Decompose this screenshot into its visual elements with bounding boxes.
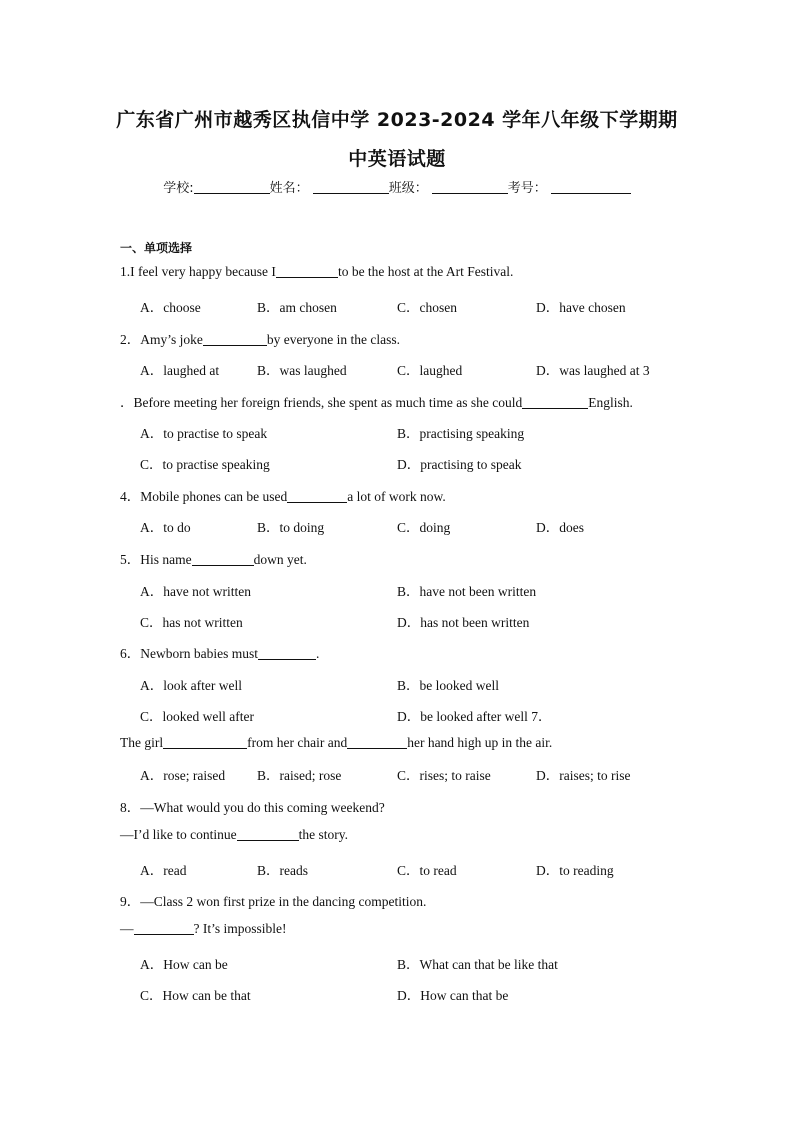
question-2-text: 2．Amy’s joke: [120, 332, 203, 347]
question-9-line1: 9．—Class 2 won first prize in the dancing competition.: [120, 894, 427, 909]
q8-option-d: D．to reading: [536, 863, 614, 878]
q8-option-b: B．reads: [257, 863, 308, 878]
q7-option-a: A．rose; raised: [140, 768, 226, 783]
q5-option-b: B．have not been written: [397, 584, 537, 599]
question-8-line2: [120, 827, 348, 843]
q5-option-d: D．has not been written: [397, 615, 530, 630]
q9-option-d: D．How can that be: [397, 988, 509, 1003]
q7-option-b: B．raised; rose: [257, 768, 342, 783]
q8-option-c: C．to read: [397, 863, 457, 878]
question-7-text-mid: from her chair and: [247, 735, 348, 750]
q7-option-d: D．raises; to rise: [536, 768, 631, 783]
q6-option-a: A．look after well: [140, 678, 242, 693]
question-7: [120, 735, 552, 751]
q9-option-b: B．What can that be like that: [397, 957, 558, 972]
q3-option-b: B．practising speaking: [397, 426, 525, 441]
question-3: [120, 391, 633, 411]
question-5-blank: [192, 553, 254, 566]
question-6-blank: [258, 647, 316, 660]
q7-option-c: C．rises; to raise: [397, 768, 491, 783]
question-3-text: ．Before meeting her foreign friends, she spent as much time as she could: [120, 395, 523, 410]
question-9-blank: [134, 922, 194, 935]
q3-option-d: D．practising to speak: [397, 457, 522, 472]
q2-option-b: B．was laughed: [257, 363, 347, 378]
student-info-row: [0, 177, 794, 196]
question-4: [120, 485, 446, 505]
q9-option-c: C．How can be that: [140, 988, 251, 1003]
question-4-text: 4．Mobile phones can be used: [120, 489, 288, 504]
question-5: [120, 548, 307, 568]
question-2: [120, 328, 400, 348]
question-3-blank: [522, 396, 588, 409]
q1-option-b: B．am chosen: [257, 300, 337, 315]
question-4-text-end: a lot of work now.: [347, 489, 446, 504]
question-2-blank: [203, 333, 267, 346]
name-label: 姓名：: [269, 181, 309, 196]
question-6-text: 6．Newborn babies must: [120, 646, 258, 661]
q6-option-d: D．be looked after well 7．: [397, 709, 552, 724]
school-blank[interactable]: [194, 180, 270, 194]
class-blank[interactable]: [432, 180, 508, 194]
question-6-text-end: .: [315, 646, 320, 661]
question-9-text: —: [120, 921, 134, 936]
question-2-text-end: by everyone in the class.: [266, 332, 400, 347]
q4-option-d: D．does: [536, 520, 584, 535]
class-label: 班级：: [388, 181, 428, 196]
question-1: [120, 264, 513, 280]
exam-title-line1: 广东省广州市越秀区执信中学 2023-2024 学年八年级下学期期: [116, 109, 678, 131]
name-blank[interactable]: [313, 180, 389, 194]
question-1-text-end: to be the host at the Art Festival.: [337, 264, 514, 279]
question-9-line2: [120, 921, 287, 937]
question-6: [120, 642, 319, 662]
q4-option-c: C．doing: [397, 520, 451, 535]
question-4-blank: [287, 490, 347, 503]
question-1-blank: [276, 265, 338, 278]
q5-option-a: A．have not written: [140, 584, 251, 599]
question-8-text-end: the story.: [298, 827, 348, 842]
question-7-blank-1: [163, 736, 247, 749]
question-7-text: The girl: [120, 735, 164, 750]
q6-option-b: B．be looked well: [397, 678, 499, 693]
q2-option-c: C．laughed: [397, 363, 463, 378]
q1-option-c: C．chosen: [397, 300, 457, 315]
question-3-text-end: English.: [588, 395, 633, 410]
question-7-text-end: her hand high up in the air.: [407, 735, 553, 750]
question-9-text-end: ? It’s impossible!: [193, 921, 287, 936]
q4-option-a: A．to do: [140, 520, 191, 535]
q1-option-a: A．choose: [140, 300, 201, 315]
q9-option-a: A．How can be: [140, 957, 228, 972]
q2-option-a: A．laughed at: [140, 363, 220, 378]
exam-title-line2: 中英语试题: [348, 148, 446, 170]
question-5-text: 5．His name: [120, 552, 192, 567]
question-1-text: 1.I feel very happy because I: [120, 264, 276, 279]
exam-no-blank[interactable]: [551, 180, 631, 194]
q3-option-c: C．to practise speaking: [140, 457, 270, 472]
q3-option-a: A．to practise to speak: [140, 426, 268, 441]
q8-option-a: A．read: [140, 863, 187, 878]
question-8-line1: 8．—What would you do this coming weekend?: [120, 800, 385, 815]
exam-no-label: 考号：: [507, 181, 547, 196]
q4-option-b: B．to doing: [257, 520, 325, 535]
school-label: 学校:: [163, 181, 194, 196]
q6-option-c: C．looked well after: [140, 709, 254, 724]
q5-option-c: C．has not written: [140, 615, 243, 630]
question-7-blank-2: [347, 736, 407, 749]
question-5-text-end: down yet.: [253, 552, 307, 567]
q1-option-d: D．have chosen: [536, 300, 626, 315]
question-8-text: —I’d like to continue: [120, 827, 237, 842]
section-title: 一、单项选择: [120, 241, 193, 255]
q2-option-d: D．was laughed at 3: [536, 363, 650, 378]
question-8-blank: [237, 828, 299, 841]
